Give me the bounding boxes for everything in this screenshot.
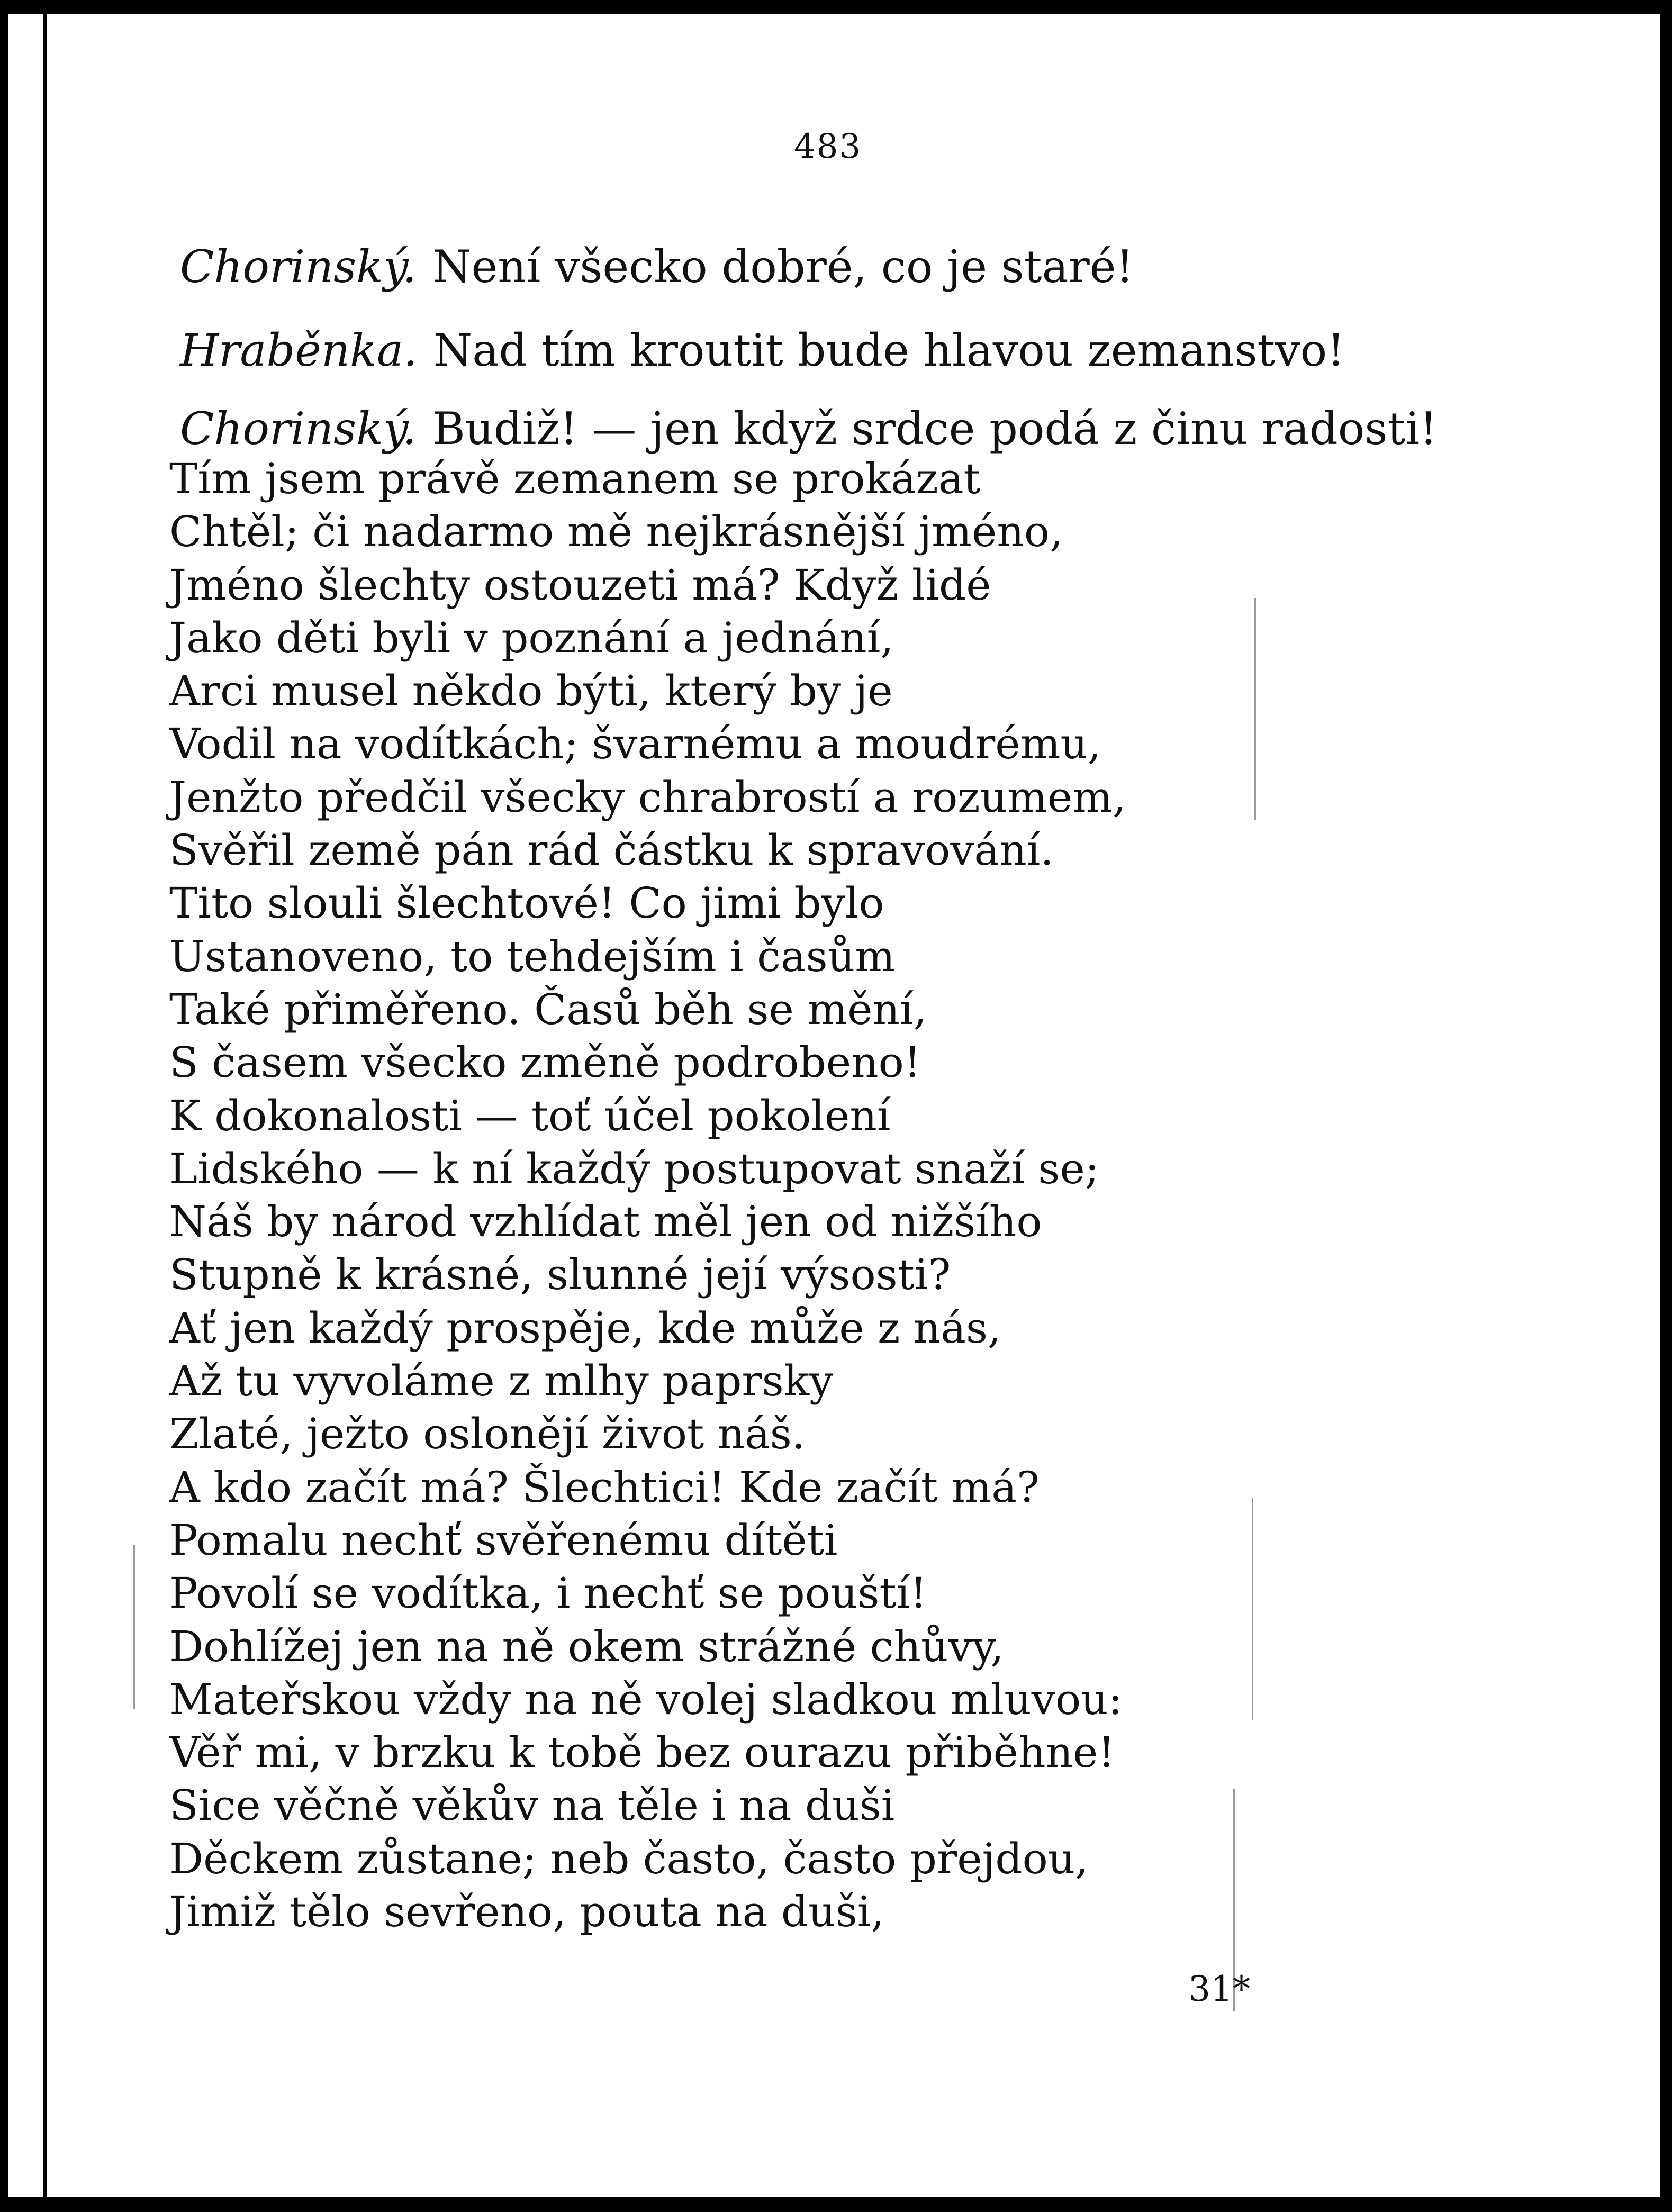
signature-mark: 31* [1188,1969,1250,2009]
scan-border-right [1660,0,1672,2212]
scan-border-top [0,0,1672,14]
bleed-through-mark [1254,598,1256,820]
verse-line: S časem všecko změně podrobeno! [169,1038,921,1087]
verse-line: Vodil na vodítkách; švarnému a moudrému, [169,719,1101,769]
verse-line: Jako děti byli v poznání a jednání, [169,613,894,663]
verse-line: Sice věčně věkův na těle i na duši [169,1781,895,1830]
speaker-name: Hraběnka. [180,324,418,376]
verse-line: Ustanoveno, to tehdejším i časům [169,931,896,981]
verse-line: Povolí se vodítka, i nechť se pouští! [169,1569,927,1618]
verse-line: Mateřskou vždy na ně volej sladkou mluvou: [169,1674,1123,1724]
verse-line: Jimiž tělo sevřeno, pouta na duši, [169,1887,884,1937]
speech-text: Nad tím kroutit bude hlavou zemanstvo! [433,324,1345,376]
verse-line: Zlaté, ježto oslonějí život náš. [169,1409,806,1459]
speech-line [180,403,1438,455]
verse-line: Náš by národ vzhlídat měl jen od nižšího [169,1197,1042,1247]
verse-line: Lidského — k ní každý postupovat snaží se; [169,1144,1099,1193]
verse-line: Věř mi, v brzku k tobě bez ourazu přiběhne! [169,1728,1115,1778]
verse-line: Až tu vyvoláme z mlhy paprsky [169,1356,834,1406]
verse-line: Stupně k krásné, slunné její výsosti? [169,1250,951,1300]
speech-text: Budiž! — jen když srdce podá z činu radosti! [432,403,1438,455]
verse-line: Ať jen každý prospěje, kde může z nás, [169,1303,1001,1353]
verse-line: Chtěl; či nadarmo mě nejkrásnější jméno, [169,507,1063,557]
scan-border-bottom [0,2197,1672,2212]
verse-line: Tím jsem právě zemanem se prokázat [169,454,981,503]
verse-line: Svěřil země pán rád částku k spravování. [169,826,1054,875]
verse-line: Tito slouli šlechtové! Co jimi bylo [169,878,884,928]
verse-line: A kdo začít má? Šlechtici! Kde začít má? [169,1462,1040,1512]
verse-line: Dohlížej jen na ně okem strážné chůvy, [169,1621,1004,1671]
scan-border-left [0,0,8,2212]
verse-line: Děckem zůstane; neb často, často přejdou, [169,1834,1089,1883]
scan-gutter-line [43,0,47,2212]
speech-text: Není všecko dobré, co je staré! [432,241,1134,293]
verse-line: Arci musel někdo býti, který by je [169,666,893,716]
bleed-through-mark [1252,1498,1253,1720]
verse-line: Také přiměřeno. Časů běh se mění, [169,984,927,1034]
speech-line [180,324,1345,376]
verse-line: K dokonalosti — toť účel pokolení [169,1091,891,1140]
verse-line: Pomalu nechť svěřenému dítěti [169,1515,838,1565]
bleed-through-mark [133,1545,135,1709]
speaker-name: Chorinský. [180,241,417,293]
verse-line: Jenžto předčil všecky chrabrostí a rozumem, [169,772,1126,822]
speaker-name: Chorinský. [180,403,417,455]
verse-line: Jméno šlechty ostouzeti má? Když lidé [169,560,991,610]
page-number: 483 [794,127,862,166]
speech-line [180,241,1134,293]
verse-block [169,452,1126,1938]
